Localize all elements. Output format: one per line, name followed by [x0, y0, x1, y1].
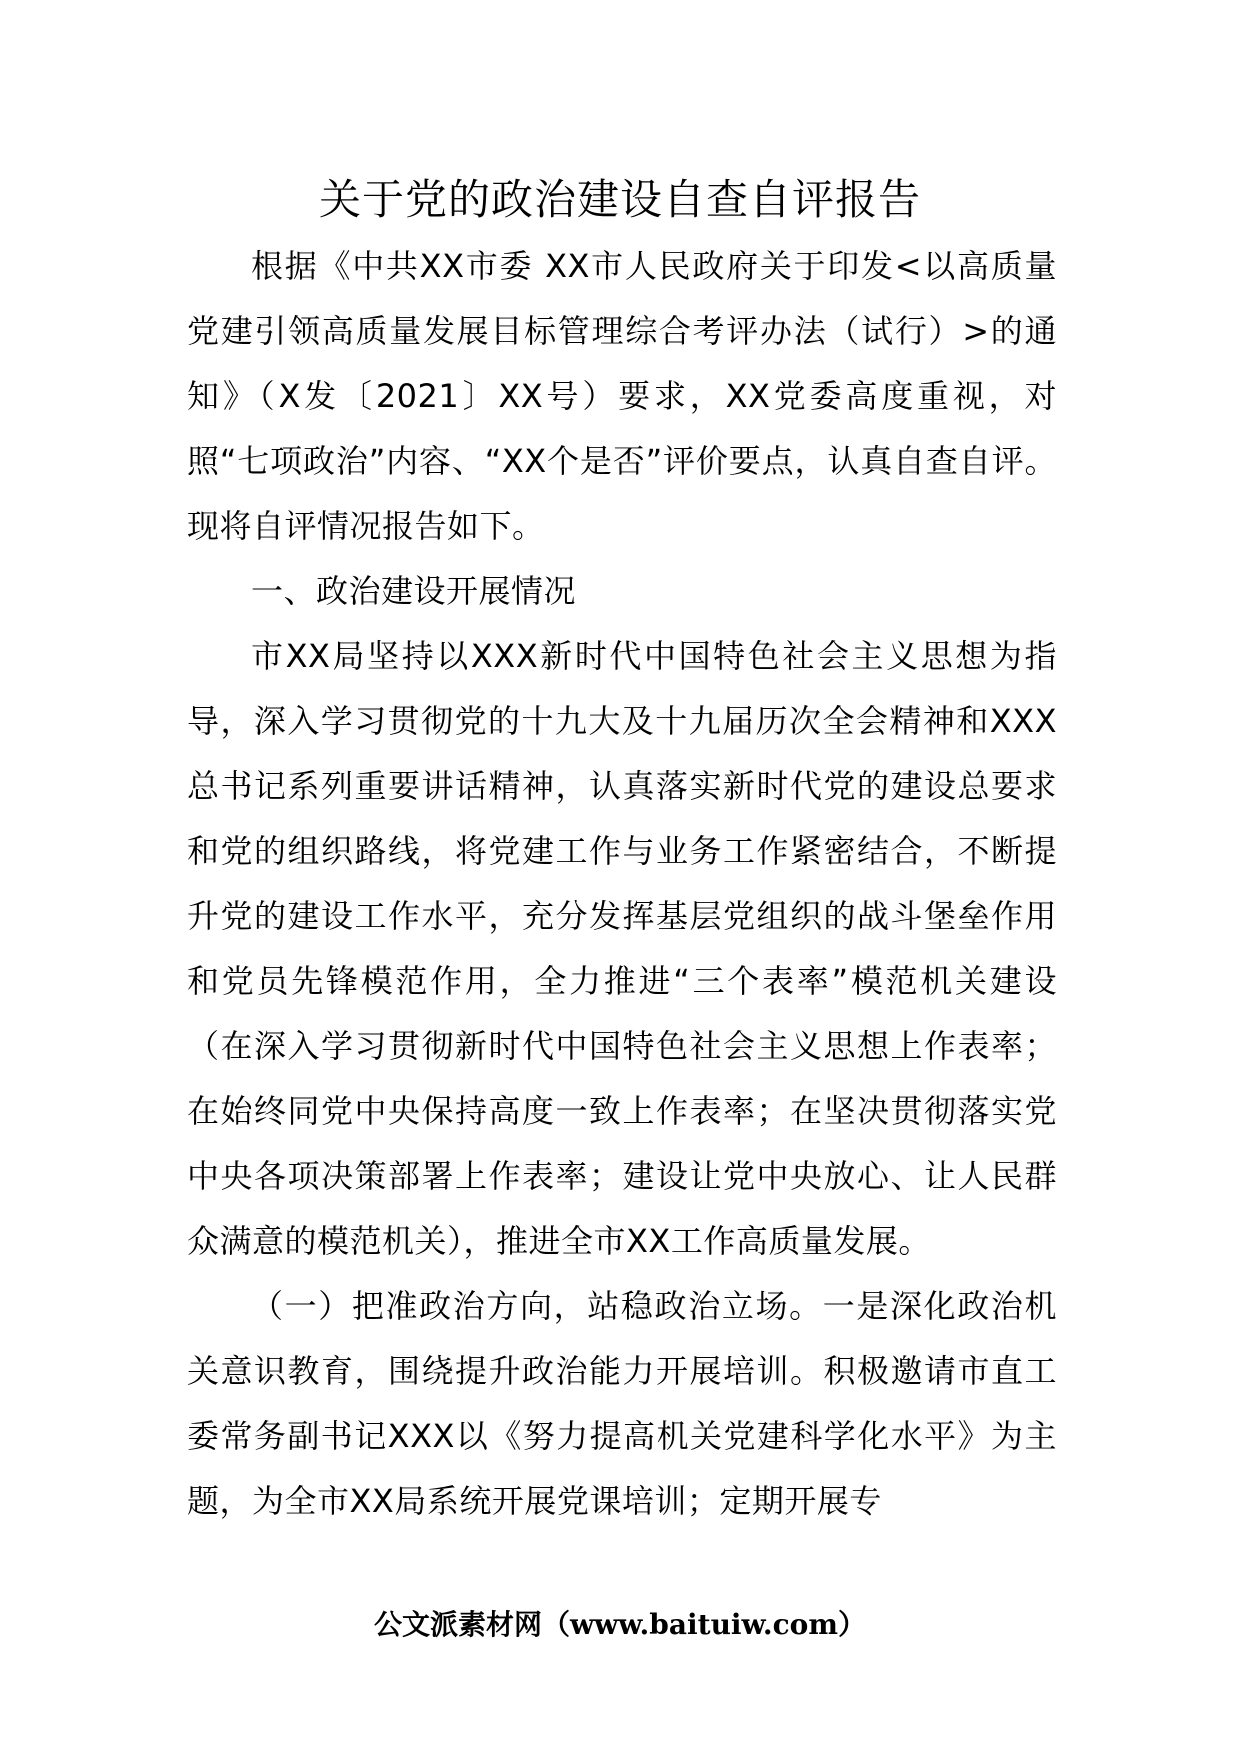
section-paragraph: 市XX局坚持以XXX新时代中国特色社会主义思想为指导，深入学习贯彻党的十九大及十九届历次全会精神和XXX总书记系列重要讲话精神，认真落实新时代党的建设总要求和党的组织路线，将党建工作与业务工作紧密结合，不断提升党的建设工作水平，充分发挥基层党组织的战斗堡垒作用和党员先锋模范作用，全力推进“三个表率”模范机关建设（在深入学习贯彻新时代中国特色社会主义思想上作表率；在始终同党中央保持高度一致上作表率；在坚决贯彻落实党中央各项决策部署上作表率；建设让党中央放心、让人民群众满意的模范机关），推进全市XX工作高质量发展。: [187, 637, 1057, 1260]
intro-paragraph: 根据《中共XX市委 XX市人民政府关于印发<以高质量党建引领高质量发展目标管理综合考评办法（试行）>的通知》（X发〔2021〕XX号）要求，XX党委高度重视，对照“七项政治”内容、“XX个是否”评价要点，认真自查自评。现将自评情况报告如下。: [187, 247, 1057, 545]
subsection-paragraph: （一）把准政治方向，站稳政治立场。一是深化政治机关意识教育，围绕提升政治能力开展培训。积极邀请市直工委常务副书记XXX以《努力提高机关党建科学化水平》为主题，为全市XX局系统开展党课培训；定期开展专: [187, 1287, 1057, 1520]
section-heading: 一、政治建设开展情况: [251, 572, 577, 610]
footer-watermark: 公文派素材网（www.baituiw.com）: [374, 1608, 866, 1641]
document-title: 关于党的政治建设自查自评报告: [318, 175, 921, 224]
document-body: [187, 234, 1057, 1534]
